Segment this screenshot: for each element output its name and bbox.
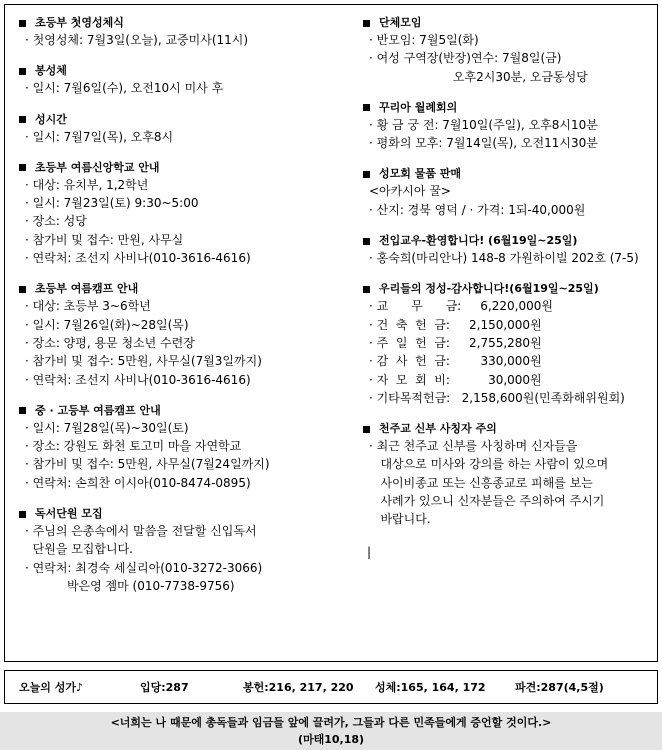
section-line: 단원을 모집합니다. bbox=[25, 542, 133, 557]
section-title bbox=[363, 15, 659, 31]
square-bullet-icon bbox=[19, 68, 26, 75]
left-section bbox=[19, 63, 349, 97]
section-line: · 주님의 은총속에서 말씀을 전달할 신입독서 bbox=[25, 524, 257, 539]
section-line: · 일시: 7월6일(수), 오전10시 미사 후 bbox=[25, 81, 224, 96]
section-title bbox=[363, 100, 659, 116]
section-title-text: 성시간 bbox=[35, 112, 67, 126]
square-bullet-icon bbox=[363, 171, 370, 178]
text-cursor: | bbox=[367, 544, 372, 559]
section-line: · 참가비 및 접수: 5만원, 사무실(7월3일까지) bbox=[25, 354, 262, 369]
square-bullet-icon bbox=[19, 164, 26, 171]
hymn-bar bbox=[4, 670, 658, 704]
section-line: · 장소: 성당 bbox=[25, 214, 87, 229]
square-bullet-icon bbox=[363, 20, 370, 27]
section-title-text: 초등부 여름신앙학교 안내 bbox=[35, 160, 160, 174]
square-bullet-icon bbox=[363, 286, 370, 293]
section-line: · 평화의 모후: 7월14일(목), 오전11시30분 bbox=[369, 136, 598, 151]
square-bullet-icon bbox=[19, 20, 26, 27]
left-section bbox=[19, 160, 349, 267]
section-line: · 장소: 강원도 화천 토고미 마을 자연학교 bbox=[25, 439, 242, 454]
section-line: · 반모임: 7월5일(화) bbox=[369, 33, 479, 47]
right-section bbox=[363, 281, 659, 407]
square-bullet-icon bbox=[19, 286, 26, 293]
section-title bbox=[19, 403, 349, 419]
bulletin-box bbox=[4, 4, 658, 662]
hymn-label: 오늘의 성가♪ bbox=[19, 681, 83, 694]
section-title-text: 봉성체 bbox=[35, 64, 67, 78]
section-line: · 여성 구역장(반장)연수: 7월8일(금) bbox=[369, 51, 562, 66]
section-line: <아카시아 꿀> bbox=[369, 184, 451, 199]
section-title bbox=[19, 506, 349, 522]
section-line: · 참가비 및 접수: 만원, 사무실 bbox=[25, 232, 184, 247]
section-line: 박은영 젬마 (010-7738-9756) bbox=[25, 578, 235, 593]
section-title bbox=[19, 160, 349, 176]
section-line: 대상으로 미사와 강의를 하는 사람이 있으며 bbox=[369, 457, 609, 472]
section-line: 오후2시30분, 오금동성당 bbox=[369, 69, 588, 84]
section-line: · 일시: 7월23일(토) 9:30~5:00 bbox=[25, 196, 199, 211]
section-line: · 첫영성체: 7월3일(오늘), 교중미사(11시) bbox=[25, 33, 249, 47]
section-title bbox=[19, 281, 349, 297]
section-title-text: 중 · 고등부 여름캠프 안내 bbox=[35, 403, 161, 417]
section-line: · 건 축 헌 금: 2,150,000원 bbox=[369, 317, 542, 332]
left-section bbox=[19, 506, 349, 595]
right-section bbox=[363, 100, 659, 153]
section-line: 사례가 있으니 신자분들은 주의하여 주시기 bbox=[369, 494, 605, 509]
section-line: · 산지: 경북 영덕 / · 가격: 1되-40,000원 bbox=[369, 202, 586, 217]
section-line: · 연락처: 조선지 사비나(010-3616-4616) bbox=[25, 251, 251, 266]
left-section bbox=[19, 403, 349, 492]
section-line: · 일시: 7월26일(화)~28일(목) bbox=[25, 317, 189, 332]
section-line: · 최근 천주교 신부를 사칭하며 신자들을 bbox=[369, 439, 578, 454]
section-title bbox=[363, 281, 659, 297]
left-section bbox=[19, 112, 349, 146]
section-line: · 일시: 7월7일(목), 오후8시 bbox=[25, 129, 174, 144]
section-title-text: 초등부 여름캠프 안내 bbox=[35, 282, 139, 296]
quote-reference: (마태10,18) bbox=[297, 733, 365, 746]
section-line: · 교 무 금: 6,220,000원 bbox=[369, 299, 553, 314]
section-line: · 홍숙희(마리안나) 148-8 가원하이빌 202호 (7-5) bbox=[369, 251, 639, 266]
square-bullet-icon bbox=[19, 407, 26, 414]
section-line: · 연락처: 최경숙 세실리아(010-3272-3066) bbox=[25, 560, 263, 575]
section-line: · 일시: 7월28일(목)~30일(토) bbox=[25, 420, 189, 435]
section-line: 바랍니다. bbox=[369, 512, 431, 527]
right-section bbox=[363, 166, 659, 219]
right-section bbox=[363, 15, 659, 86]
section-line: · 장소: 양평, 용문 청소년 수련장 bbox=[25, 335, 195, 350]
section-line: · 감 사 헌 금: 330,000원 bbox=[369, 354, 542, 369]
right-section bbox=[363, 421, 659, 528]
section-title bbox=[19, 15, 349, 31]
section-line: · 연락처: 조선지 사비나(010-3616-4616) bbox=[25, 372, 251, 387]
square-bullet-icon bbox=[363, 426, 370, 433]
section-title-text: 전입교우-환영합니다! (6월19일~25일) bbox=[379, 234, 578, 248]
section-title-text: 독서단원 모집 bbox=[35, 507, 103, 521]
section-line: · 참가비 및 접수: 5만원, 사무실(7월24일까지) bbox=[25, 457, 270, 472]
section-line: · 연락처: 손희찬 이시아(010-8474-0895) bbox=[25, 475, 251, 490]
section-line: · 기타목적헌금: 2,158,600원(민족화해위원회) bbox=[369, 390, 625, 405]
section-title bbox=[363, 421, 659, 437]
section-title bbox=[363, 233, 659, 249]
section-line: · 대상: 초등부 3~6학년 bbox=[25, 299, 151, 314]
section-line: · 자 모 회 비: 30,000원 bbox=[369, 372, 542, 387]
section-title-text: 우리들의 정성-감사합니다!(6월19일~25일) bbox=[379, 282, 599, 296]
left-section bbox=[19, 15, 349, 49]
square-bullet-icon bbox=[19, 116, 26, 123]
square-bullet-icon bbox=[19, 511, 26, 518]
scripture-quote bbox=[0, 712, 662, 750]
right-section bbox=[363, 233, 659, 267]
hymn-communion: 성체:165, 164, 172 bbox=[375, 681, 486, 694]
left-section bbox=[19, 281, 349, 388]
section-title-text: 성모회 물품 판매 bbox=[379, 167, 462, 181]
section-title bbox=[19, 63, 349, 79]
section-title bbox=[19, 112, 349, 128]
section-line: 사이비종교 또는 신흥종교로 피해를 보는 bbox=[369, 475, 593, 490]
square-bullet-icon bbox=[363, 104, 370, 111]
hymn-recessional: 파견:287(4,5절) bbox=[515, 681, 604, 694]
section-title bbox=[363, 166, 659, 182]
square-bullet-icon bbox=[363, 238, 370, 245]
section-title-text: 초등부 첫영성체식 bbox=[35, 16, 124, 29]
section-line: · 황 금 궁 전: 7월10일(주일), 오후8시10분 bbox=[369, 117, 598, 132]
section-line: · 주 일 헌 금: 2,755,280원 bbox=[369, 335, 542, 350]
section-line: · 대상: 유치부, 1,2학년 bbox=[25, 177, 149, 192]
section-title-text: 천주교 신부 사칭자 주의 bbox=[379, 422, 497, 436]
left-column bbox=[19, 15, 349, 609]
section-title-text: 꾸리아 월례회의 bbox=[379, 100, 458, 114]
hymn-offertory: 봉헌:216, 217, 220 bbox=[243, 681, 354, 694]
hymn-entrance: 입당:287 bbox=[140, 681, 189, 694]
right-column bbox=[363, 15, 659, 561]
quote-text: <너희는 나 때문에 총독들과 임금들 앞에 끌려가, 그들과 다른 민족들에게 증언할 것이다.> bbox=[110, 716, 552, 729]
section-title-text: 단체모임 bbox=[379, 16, 422, 29]
